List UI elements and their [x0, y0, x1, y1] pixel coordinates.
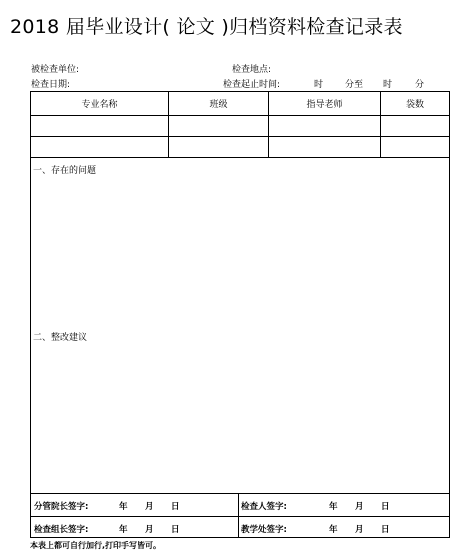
header-advisor: 指导老师: [269, 92, 381, 115]
unit-label: 被检查单位:: [31, 65, 80, 75]
year-label: 年: [119, 502, 128, 512]
day-label: 日: [171, 525, 180, 535]
table-row: [31, 116, 449, 137]
footnote: 本表上都可自行加行,打印手写皆可。: [30, 541, 162, 550]
cell-bag-count[interactable]: [381, 116, 449, 136]
day-label: 日: [171, 502, 180, 512]
table-row: [31, 137, 449, 158]
signature-row-2: [31, 516, 449, 538]
problems-heading: 一、存在的问题: [33, 166, 97, 176]
cell-class[interactable]: [169, 137, 269, 157]
time-hour-2: 时: [383, 80, 393, 90]
header-class: 班级: [169, 92, 269, 115]
header-major: 专业名称: [31, 92, 169, 115]
academic-signature-label: 教学处签字:: [241, 525, 287, 535]
time-minute-2: 分: [415, 80, 425, 90]
cell-advisor[interactable]: [269, 116, 381, 136]
month-label: 月: [355, 502, 364, 512]
month-label: 月: [145, 502, 154, 512]
date-label: 检查日期:: [31, 80, 71, 90]
notes-area[interactable]: [31, 158, 449, 493]
cell-bag-count[interactable]: [381, 137, 449, 157]
cell-major[interactable]: [31, 116, 169, 136]
cell-class[interactable]: [169, 116, 269, 136]
record-form: [30, 91, 450, 538]
dean-signature-label: 分管院长签字:: [34, 502, 89, 512]
day-label: 日: [381, 525, 390, 535]
inspector-signature-label: 检查人签字:: [241, 502, 287, 512]
leader-signature-label: 检查组长签字:: [34, 525, 89, 535]
table-header-row: [31, 92, 449, 116]
time-label: 检查起止时间:: [223, 80, 281, 90]
leader-signature-cell[interactable]: [31, 517, 239, 538]
day-label: 日: [381, 502, 390, 512]
suggestions-heading: 二、整改建议: [33, 333, 88, 343]
year-label: 年: [119, 525, 128, 535]
signature-row-1: [31, 493, 449, 516]
cell-major[interactable]: [31, 137, 169, 157]
time-minute-to: 分至: [345, 80, 364, 90]
month-label: 月: [145, 525, 154, 535]
dean-signature-cell[interactable]: [31, 494, 239, 516]
month-label: 月: [355, 525, 364, 535]
location-label: 检查地点:: [232, 65, 272, 75]
page-title: 2018 届毕业设计( 论文 )归档资料检查记录表: [10, 16, 403, 38]
header-bag-count: 袋数: [405, 100, 424, 110]
year-label: 年: [329, 502, 338, 512]
inspector-signature-cell[interactable]: [239, 494, 449, 516]
time-hour-1: 时: [314, 80, 324, 90]
cell-advisor[interactable]: [269, 137, 381, 157]
academic-signature-cell[interactable]: [239, 517, 449, 538]
year-label: 年: [329, 525, 338, 535]
